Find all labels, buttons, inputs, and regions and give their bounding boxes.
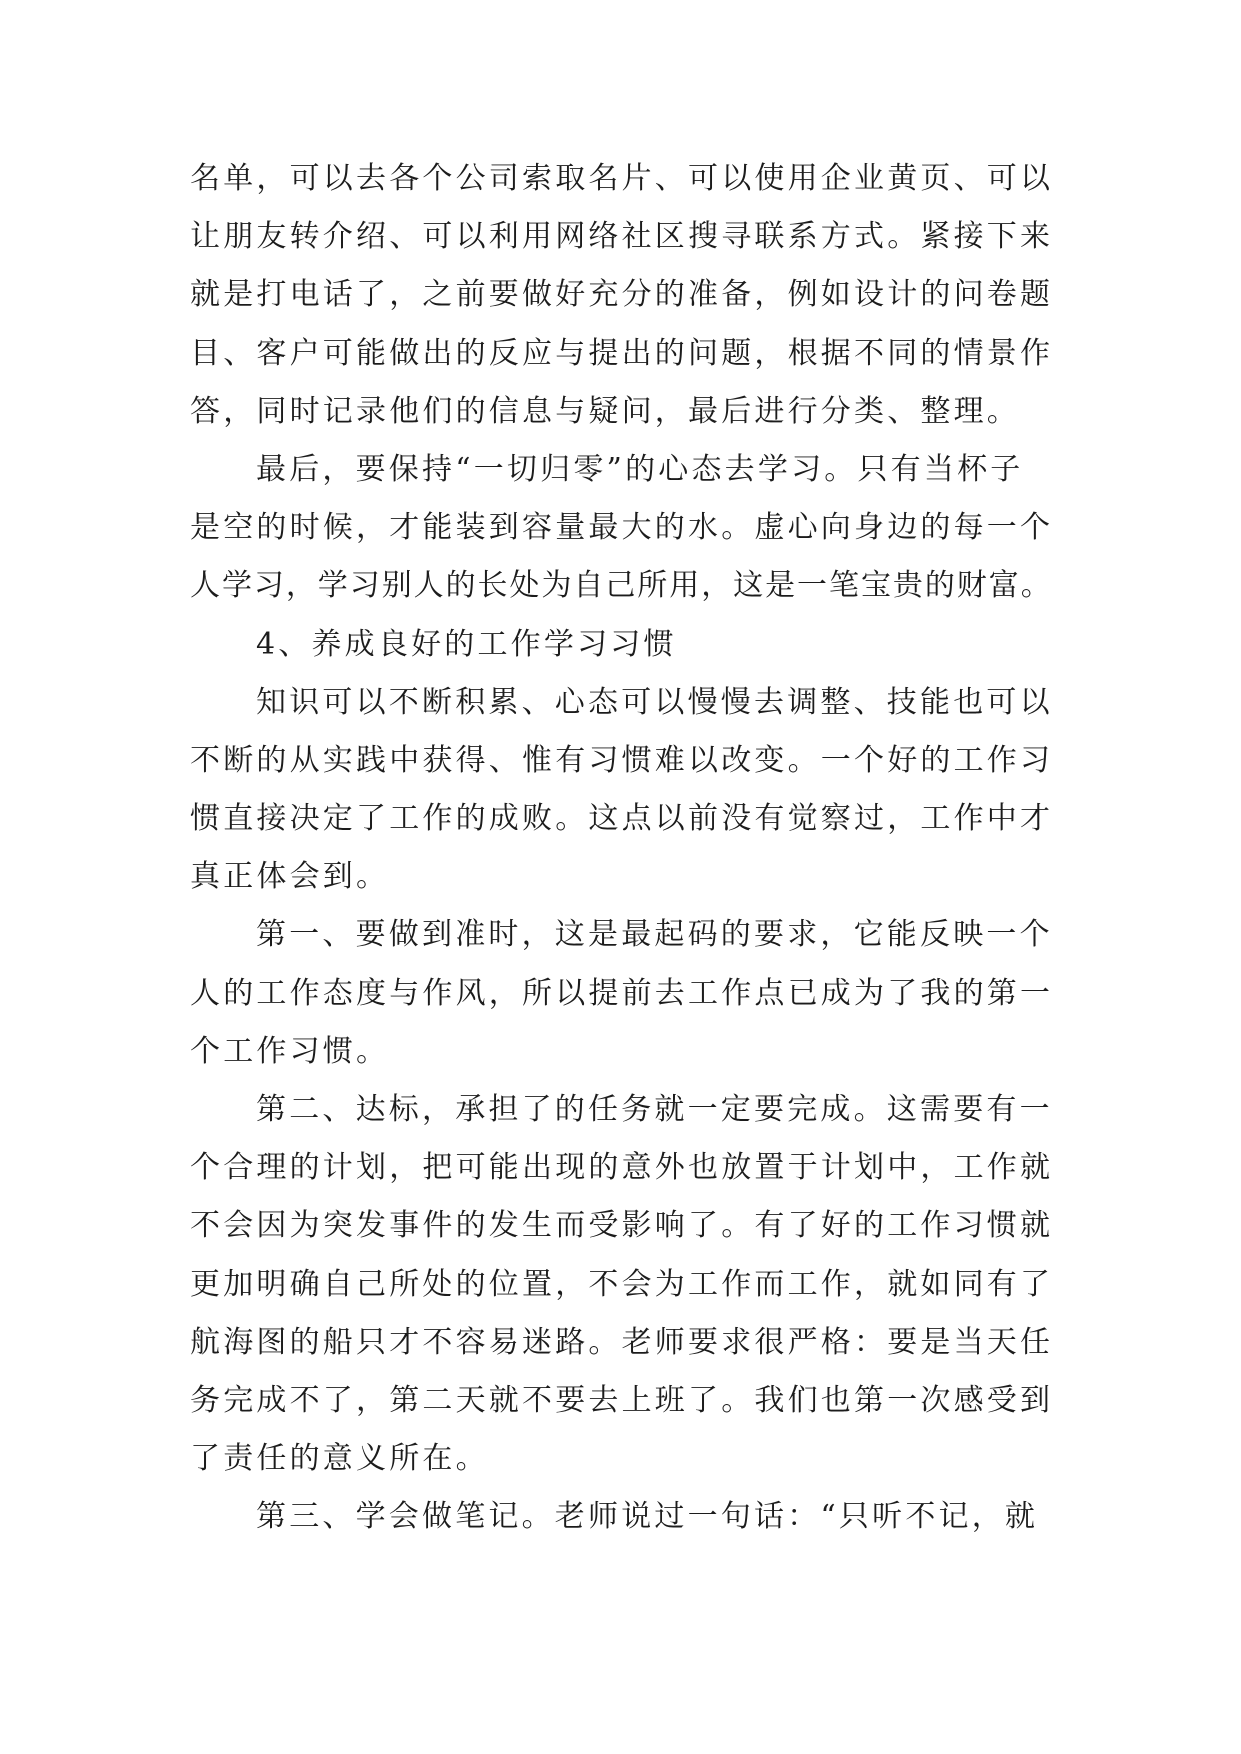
text-line: 让朋友转介绍、可以利用网络社区搜寻联系方式。紧接下来 bbox=[190, 219, 1054, 255]
text-line: 第二、达标，承担了的任务就一定要完成。这需要有一 bbox=[256, 1092, 1053, 1127]
text-line: 第一、要做到准时，这是最起码的要求，它能反映一个 bbox=[256, 917, 1053, 953]
text-line: 务完成不了，第二天就不要去上班了。我们也第一次感受到 bbox=[190, 1382, 1054, 1418]
text-line: 答，同时记录他们的信息与疑问，最后进行分类、整理。 bbox=[190, 393, 1020, 429]
text-line: 真正体会到。 bbox=[190, 859, 390, 895]
paragraph bbox=[190, 906, 1056, 1081]
paragraph bbox=[190, 441, 1056, 616]
text-line: 人的工作态度与作风，所以提前去工作点已成为了我的第一 bbox=[190, 975, 1054, 1011]
paragraph bbox=[190, 150, 1056, 441]
paragraph bbox=[190, 674, 1056, 907]
text-line: 个合理的计划，把可能出现的意外也放置于计划中，工作就 bbox=[190, 1150, 1054, 1186]
text-line: 第三、学会做笔记。老师说过一句话：“只听不记，就 bbox=[256, 1499, 1039, 1535]
text-line: 航海图的船只才不容易迷路。老师要求很严格：要是当天任 bbox=[190, 1324, 1054, 1360]
text-line: 不断的从实践中获得、惟有习惯难以改变。一个好的工作习 bbox=[190, 742, 1054, 778]
text-line: 名单，可以去各个公司索取名片、可以使用企业黄页、可以 bbox=[190, 161, 1054, 196]
text-line: 更加明确自己所处的位置，不会为工作而工作，就如同有了 bbox=[190, 1266, 1054, 1302]
section-heading: 4、养成良好的工作学习习惯 bbox=[256, 626, 677, 662]
text-line: 就是打电话了，之前要做好充分的准备，例如设计的问卷题 bbox=[190, 277, 1054, 313]
paragraph bbox=[190, 1488, 1056, 1546]
text-line: 人学习，学习别人的长处为自己所用，这是一笔宝贵的财富。 bbox=[190, 568, 1053, 604]
text-line: 惯直接决定了工作的成败。这点以前没有觉察过，工作中才 bbox=[190, 801, 1054, 837]
text-line: 目、客户可能做出的反应与提出的问题，根据不同的情景作 bbox=[190, 335, 1054, 371]
text-line: 最后，要保持“一切归零”的心态去学习。只有当杯子 bbox=[256, 451, 1024, 487]
paragraph bbox=[190, 1081, 1056, 1488]
text-line: 个工作习惯。 bbox=[190, 1033, 390, 1069]
document-body bbox=[190, 150, 1056, 1547]
text-line: 知识可以不断积累、心态可以慢慢去调整、技能也可以 bbox=[256, 684, 1053, 720]
paragraph bbox=[190, 616, 1056, 674]
text-line: 是空的时候，才能装到容量最大的水。虚心向身边的每一个 bbox=[190, 510, 1054, 546]
text-line: 不会因为突发事件的发生而受影响了。有了好的工作习惯就 bbox=[190, 1208, 1054, 1244]
text-line: 了责任的意义所在。 bbox=[190, 1441, 489, 1477]
